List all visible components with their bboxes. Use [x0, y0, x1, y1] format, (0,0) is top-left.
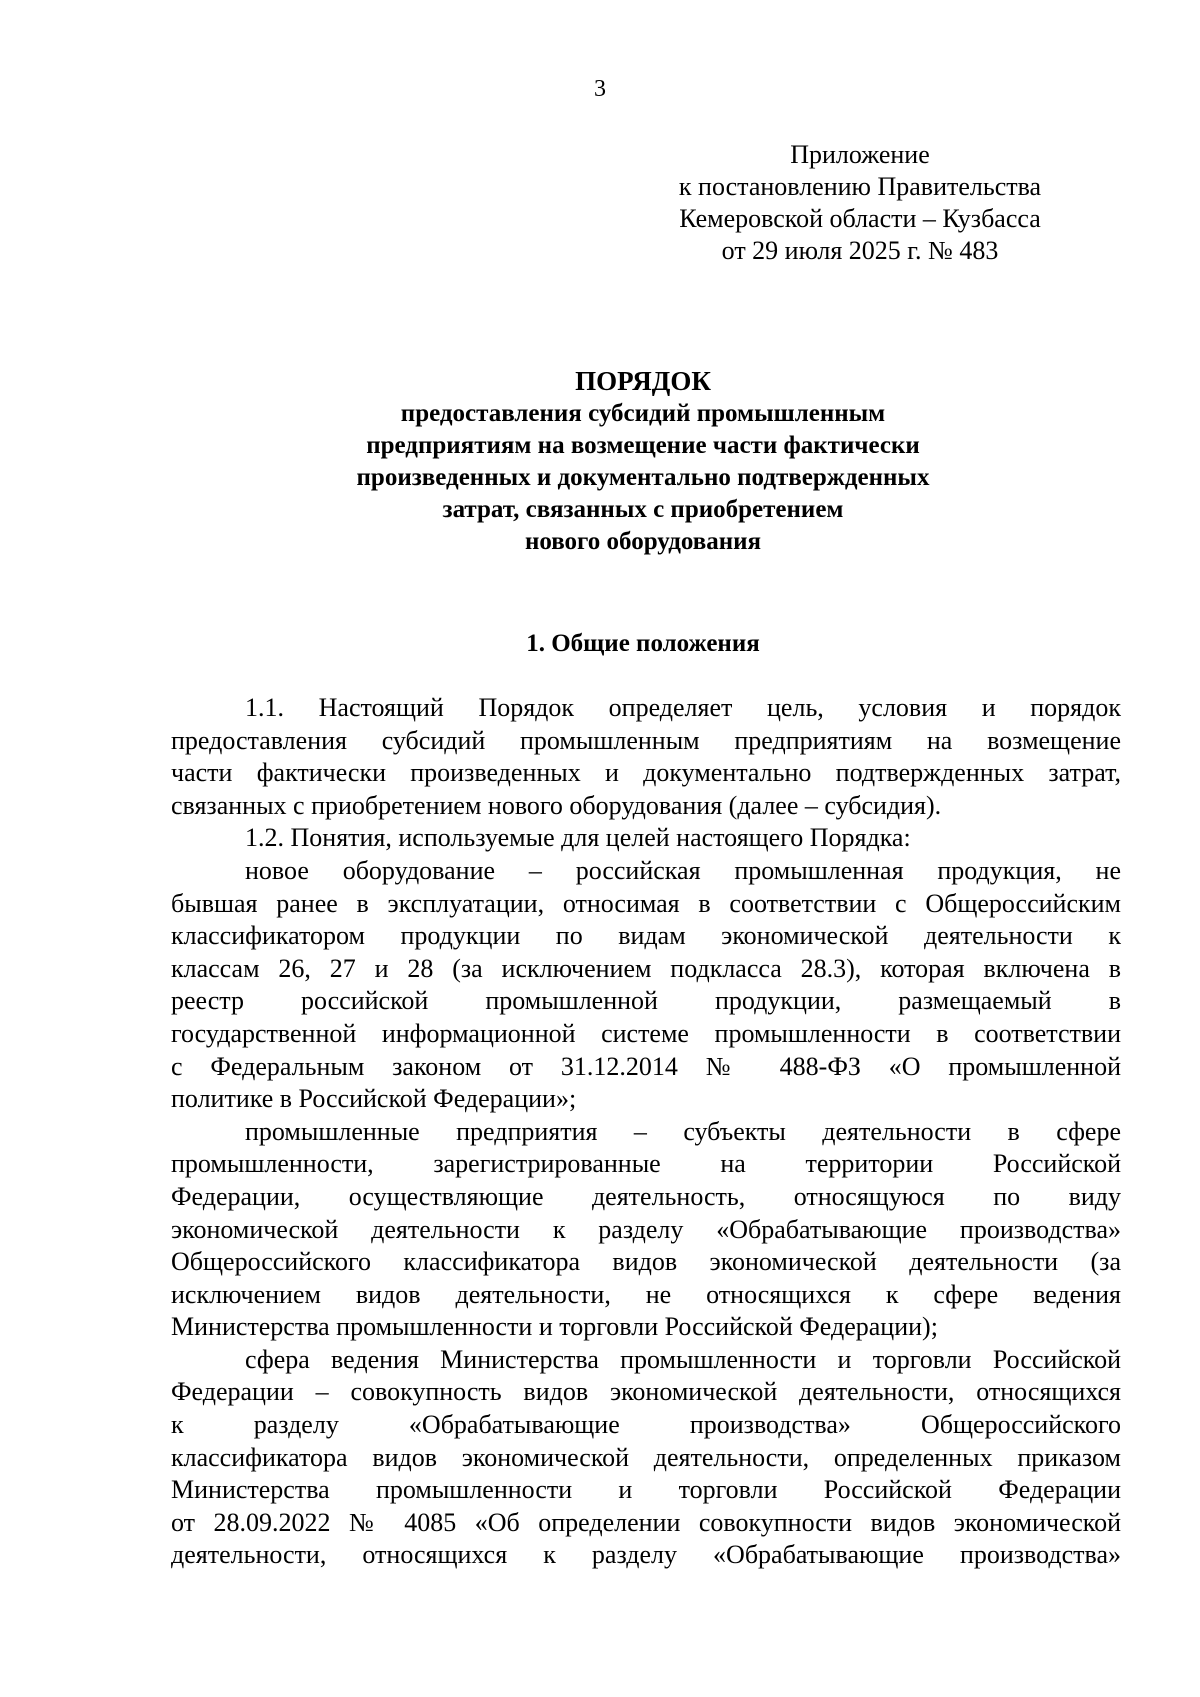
body-line: политике в Российской Федерации»;: [171, 1084, 577, 1114]
body-line: связанных с приобретением нового оборудования (далее – субсидия).: [171, 790, 942, 820]
section-heading: 1. Общие положения: [526, 630, 760, 657]
body-line: исключением видов деятельности, не относящихся к сфере ведения: [171, 1279, 1121, 1309]
body-line: промышленные предприятия – субъекты деятельности в сфере: [245, 1116, 1121, 1146]
appendix-block: [640, 139, 1080, 267]
body-line: реестр российской промышленной продукции, размещаемый в: [171, 986, 1121, 1016]
body-line: Министерства промышленности и торговли Российской Федерации: [171, 1475, 1121, 1505]
appendix-line: Кемеровской области – Кузбасса: [679, 204, 1041, 233]
body-line: части фактически произведенных и документально подтвержденных затрат,: [171, 758, 1121, 788]
document-title-block: [160, 364, 1126, 558]
body-line: деятельности, относящихся к разделу «Обрабатывающие производства»: [171, 1540, 1121, 1570]
body-line: Министерства промышленности и торговли Российской Федерации);: [171, 1312, 938, 1342]
body-line: 1.1. Настоящий Порядок определяет цель, условия и порядок: [245, 693, 1121, 722]
body-line: с Федеральным законом от 31.12.2014 № 488-ФЗ «О промышленной: [171, 1051, 1121, 1081]
document-subtitle-line: затрат, связанных с приобретением: [442, 496, 844, 523]
body-line: промышленности, зарегистрированные на территории Российской: [171, 1149, 1121, 1179]
body-line: сфера ведения Министерства промышленности и торговли Российской: [245, 1344, 1121, 1374]
body-line: 1.2. Понятия, используемые для целей настоящего Порядка:: [245, 823, 911, 853]
body-line: классификатором продукции по видам экономической деятельности к: [171, 921, 1121, 951]
body-line: Федерации – совокупность видов экономической деятельности, относящихся: [171, 1377, 1121, 1407]
body-line: бывшая ранее в эксплуатации, относимая в соответствии с Общероссийским: [171, 888, 1121, 918]
document-subtitle-line: произведенных и документально подтвержденных: [356, 464, 930, 491]
body-line: предоставления субсидий промышленным предприятиям на возмещение: [171, 725, 1121, 755]
appendix-line: к постановлению Правительства: [678, 172, 1042, 201]
appendix-line: Приложение: [790, 140, 930, 169]
body-line: от 28.09.2022 № 4085 «Об определении совокупности видов экономической: [171, 1507, 1121, 1537]
body-line: экономической деятельности к разделу «Обрабатывающие производства»: [171, 1214, 1121, 1244]
document-subtitle-line: предоставления субсидий промышленным: [400, 400, 886, 427]
body-line: классам 26, 27 и 28 (за исключением подкласса 28.3), которая включена в: [171, 953, 1121, 983]
body-line: классификатора видов экономической деятельности, определенных приказом: [171, 1442, 1121, 1472]
appendix-line: от 29 июля 2025 г. № 483: [721, 236, 999, 265]
document-subtitle-line: нового оборудования: [524, 528, 762, 555]
body-text: [171, 692, 1121, 1572]
document-subtitle-line: предприятиям на возмещение части фактически: [366, 432, 920, 459]
body-line: новое оборудование – российская промышленная продукция, не: [245, 855, 1121, 885]
body-line: к разделу «Обрабатывающие производства» Общероссийского: [171, 1410, 1121, 1440]
page-number: 3: [594, 76, 606, 102]
document-title: ПОРЯДОК: [575, 366, 711, 396]
body-line: Общероссийского классификатора видов экономической деятельности (за: [171, 1247, 1121, 1277]
body-line: государственной информационной системе промышленности в соответствии: [171, 1018, 1121, 1048]
body-line: Федерации, осуществляющие деятельность, относящуюся по виду: [171, 1181, 1121, 1211]
